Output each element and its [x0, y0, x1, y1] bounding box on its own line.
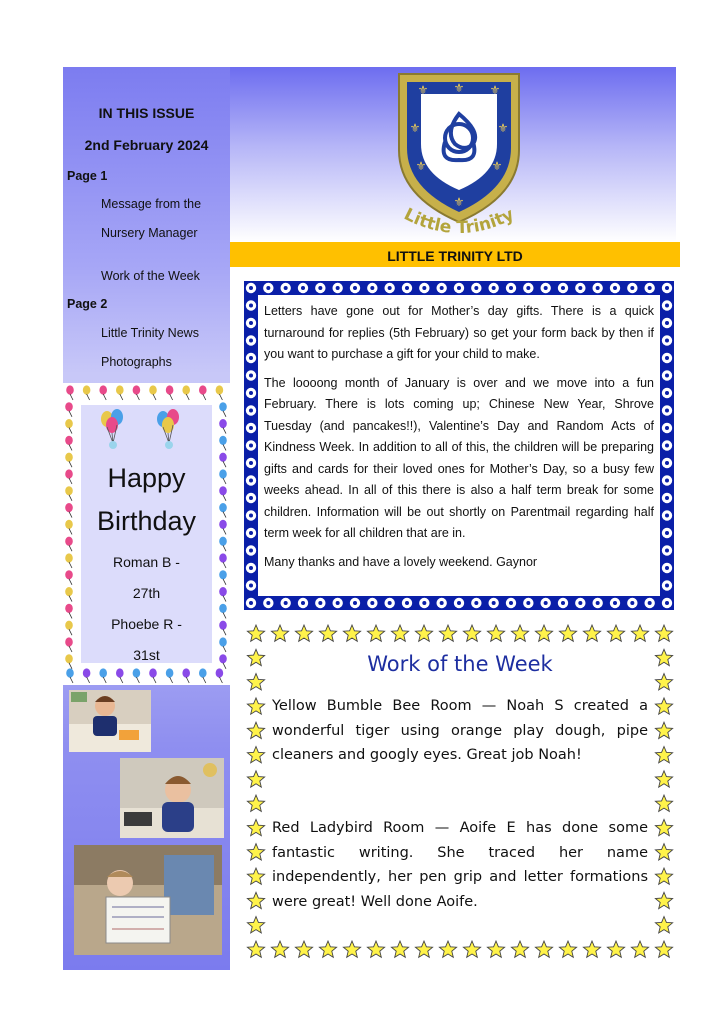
toc-item-photos[interactable]: Photographs [101, 355, 172, 369]
svg-text:⚜: ⚜ [417, 83, 429, 97]
logo-text: Little Trinity [400, 204, 518, 239]
issue-date: 2nd February 2024 [84, 137, 209, 153]
manager-message-box [244, 281, 674, 610]
message-paragraph-2: The loooong month of January is over and we move into a fun February. There is lots coming up; Chinese New Year, Shrove Tuesday (and pancakes!!), Valentine’s Day and Random Acts of Kindness Week. In addition to all of this, the children will be preparing gifts and cards for their loved ones for Mother’s Day, so a busy few weeks ahead. In all of this there is also a half term break for some children. Information will be out shortly on Parentmail regarding half term week for all children that are in. [264, 375, 654, 540]
school-crest-logo [393, 70, 525, 240]
birthday-date-2: 31st [133, 647, 160, 663]
svg-text:⚜: ⚜ [497, 121, 509, 135]
page2-label: Page 2 [67, 297, 108, 311]
balloons-icon [81, 405, 212, 453]
message-body [264, 301, 654, 580]
birthday-name-1: Roman B - [113, 554, 180, 570]
svg-text:⚜: ⚜ [491, 159, 503, 173]
birthday-date-1: 27th [132, 585, 161, 601]
svg-text:⚜: ⚜ [453, 81, 465, 95]
birthday-text: Birthday [96, 506, 197, 536]
message-paragraph-1: Letters have gone out for Mother’s day gifts. There is a quick turnaround for replies (5th February) so get your form back by then if you want to purchase a gift for your child to make. [264, 304, 654, 361]
toc-item-manager[interactable]: Nursery Manager [101, 226, 198, 240]
page1-label: Page 1 [67, 169, 108, 183]
work-entry-2: Red Ladybird Room — Aoife E has done some fantastic writing. She traced her name independently, her pen grip and letter formations were great! Well done Aoife. [272, 820, 648, 910]
work-entry-1: Yellow Bumble Bee Room — Noah S created a wonderful tiger using orange play dough, pipe cleaners and googly eyes. Great job Noah! [272, 698, 648, 763]
svg-text:⚜: ⚜ [453, 195, 465, 209]
message-paragraph-3: Many thanks and have a lovely weekend. Gaynor [264, 554, 538, 569]
toc-item-message[interactable]: Message from the [101, 197, 202, 211]
photo-child-writing [74, 845, 222, 955]
issue-heading: IN THIS ISSUE [98, 105, 195, 121]
message-panel [258, 295, 660, 596]
work-of-week-section [244, 622, 676, 962]
photo-child-table [120, 758, 224, 838]
toc-item-work[interactable]: Work of the Week [101, 269, 200, 283]
svg-text:⚜: ⚜ [409, 121, 421, 135]
svg-text:⚜: ⚜ [415, 159, 427, 173]
work-title: Work of the Week [367, 652, 553, 676]
happy-text: Happy [107, 463, 186, 493]
birthday-name-2: Phoebe R - [111, 616, 182, 632]
company-title-bar: LITTLE TRINITY LTD [230, 242, 680, 267]
toc-item-news[interactable]: Little Trinity News [101, 326, 199, 340]
svg-text:⚜: ⚜ [489, 83, 501, 97]
photo-child-playdough [69, 690, 151, 752]
birthday-box [63, 383, 230, 685]
birthday-panel [81, 405, 212, 663]
